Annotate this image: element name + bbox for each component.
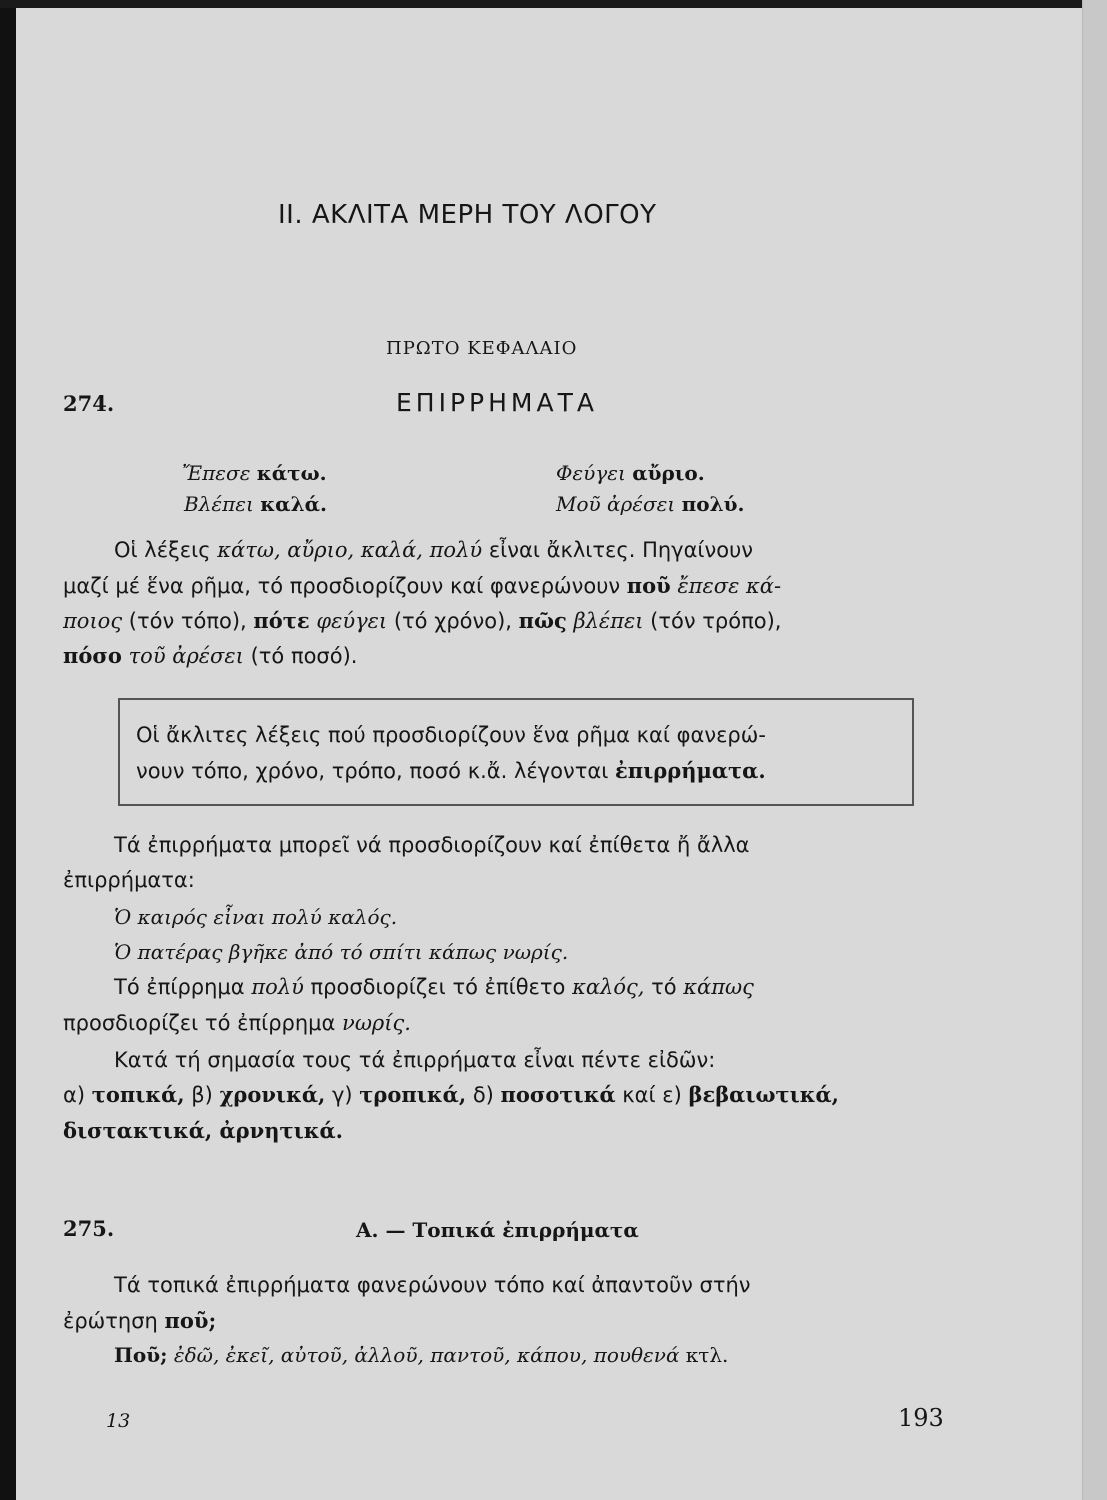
italic-text: πολύ [251,975,304,999]
book-page [16,8,1082,1500]
rule-line2 [136,758,1016,783]
italic-text: φεύγει [316,609,388,633]
example-1-adverb: κάτω. [256,461,327,485]
para2-example2: Ὁ πατέρας βγῆκε ἀπό τό σπίτι κάπως νωρίς. [114,940,569,964]
section-number-274: 274. [63,391,115,416]
bold-text: ποῦ [626,573,671,598]
italic-text: ποιος [63,609,123,633]
example-3 [556,461,705,485]
signature-mark: 13 [106,1410,131,1432]
para1-line2 [63,573,943,598]
example-4 [556,492,744,516]
para2-line2: ἐπιρρήματα: [63,868,195,892]
text: προσδιορίζει τό ἐπίθετο [303,975,573,999]
example-4-verb: Μοῦ ἀρέσει [556,492,676,516]
bold-text: πῶς [518,608,567,633]
example-3-adverb: αὔριο. [632,461,705,485]
text: (τό ποσό). [243,644,358,668]
para2-line3 [114,975,994,999]
bold-text: χρονικά, [219,1082,326,1107]
text: (τόν τόπο), [122,609,254,633]
section-title-274: ΕΠΙΡΡΗΜΑΤΑ [396,388,598,417]
italic-text: καλός, [572,975,645,999]
italic-text: ἔπεσε κά- [670,574,782,598]
para4-line3 [114,1343,994,1367]
example-4-adverb: πολύ. [681,492,745,516]
bold-text: βεβαιωτικά, [688,1082,839,1107]
page-right-edge [1082,0,1107,1500]
example-2 [184,492,327,516]
text: α) [63,1083,92,1107]
para1-line3 [63,608,943,633]
text: τό [644,975,684,999]
para2-example1: Ὁ καιρός εἶναι πολύ καλός. [114,905,398,929]
bold-text: Ποῦ; [114,1343,168,1367]
page-number: 193 [898,1404,944,1432]
para1-line4 [63,643,943,668]
text: δ) [466,1083,501,1107]
para2-line1: Τά ἐπιρρήματα μπορεῖ νά προσδιορίζουν καί ἐπίθετα ἤ ἄλλα [114,833,750,857]
text: Τό ἐπίρρημα [114,975,252,999]
para2-line4 [63,1011,943,1035]
chapter-heading: ΠΡΩΤΟ ΚΕΦΑΛΑΙΟ [386,338,578,359]
italic-text: τοῦ ἀρέσει [128,644,244,668]
section-title-275: Α. — Τοπικά ἐπιρρήματα [356,1218,639,1242]
text: γ) [325,1083,360,1107]
text: ἐρώτηση [63,1309,165,1333]
text: εἶναι ἄκλιτες. Πηγαίνουν [482,538,754,562]
italic-text: βλέπει [573,609,644,633]
example-2-adverb: καλά. [260,492,327,516]
section-number-275: 275. [63,1216,115,1241]
bold-text: ποῦ; [164,1308,217,1333]
text: Οἱ λέξεις [114,538,218,562]
bold-text: πόσο [63,643,122,668]
italic-text: ἐδῶ, ἐκεῖ, αὐτοῦ, ἀλλοῦ, παντοῦ, κάπου, πουθενά [167,1343,680,1367]
example-3-verb: Φεύγει [556,461,626,485]
para4-line1: Τά τοπικά ἐπιρρήματα φανερώνουν τόπο καί ἀπαντοῦν στήν [114,1273,751,1297]
text: νουν τόπο, χρόνο, τρόπο, ποσό κ.ἄ. λέγονται [136,759,615,783]
para4-line2 [63,1308,943,1333]
bold-text: ἐπιρρήματα. [615,758,766,783]
text: μαζί μέ ἕνα ρῆμα, τό προσδιορίζουν καί φανερώνουν [63,574,627,598]
rule-line1: Οἱ ἄκλιτες λέξεις πού προσδιορίζουν ἕνα ρῆμα καί φανερώ- [136,723,766,747]
rule-box [118,698,914,806]
example-1 [182,461,327,485]
bold-text: τροπικά, [359,1082,467,1107]
para3-line2 [63,1082,943,1107]
text: καί ε) [615,1083,689,1107]
text: κτλ. [679,1343,729,1367]
para1-line1 [114,538,994,562]
book-binding-edge [0,0,16,1500]
italic-text: νωρίς. [342,1011,411,1035]
italic-text: κάτω, αὔριο, καλά, πολύ [217,538,483,562]
bold-text: τοπικά, [91,1082,185,1107]
bold-text: ποσοτικά [500,1082,616,1107]
text: (τό χρόνο), [387,609,519,633]
bold-text: πότε [253,608,310,633]
para3-line3: διστακτικά, ἀρνητικά. [63,1118,343,1143]
para3-line1: Κατά τή σημασία τους τά ἐπιρρήματα εἶναι πέντε εἰδῶν: [114,1048,716,1072]
scan-top-edge [0,0,1107,8]
italic-text: κάπως [683,975,754,999]
example-2-verb: Βλέπει [184,492,254,516]
text: προσδιορίζει τό ἐπίρρημα [63,1011,343,1035]
part-title: II. ΑΚΛΙΤΑ ΜΕΡΗ ΤΟΥ ΛΟΓΟΥ [278,200,657,230]
text: (τόν τρόπο), [643,609,782,633]
text: β) [184,1083,220,1107]
example-1-verb: Ἔπεσε [182,461,251,485]
